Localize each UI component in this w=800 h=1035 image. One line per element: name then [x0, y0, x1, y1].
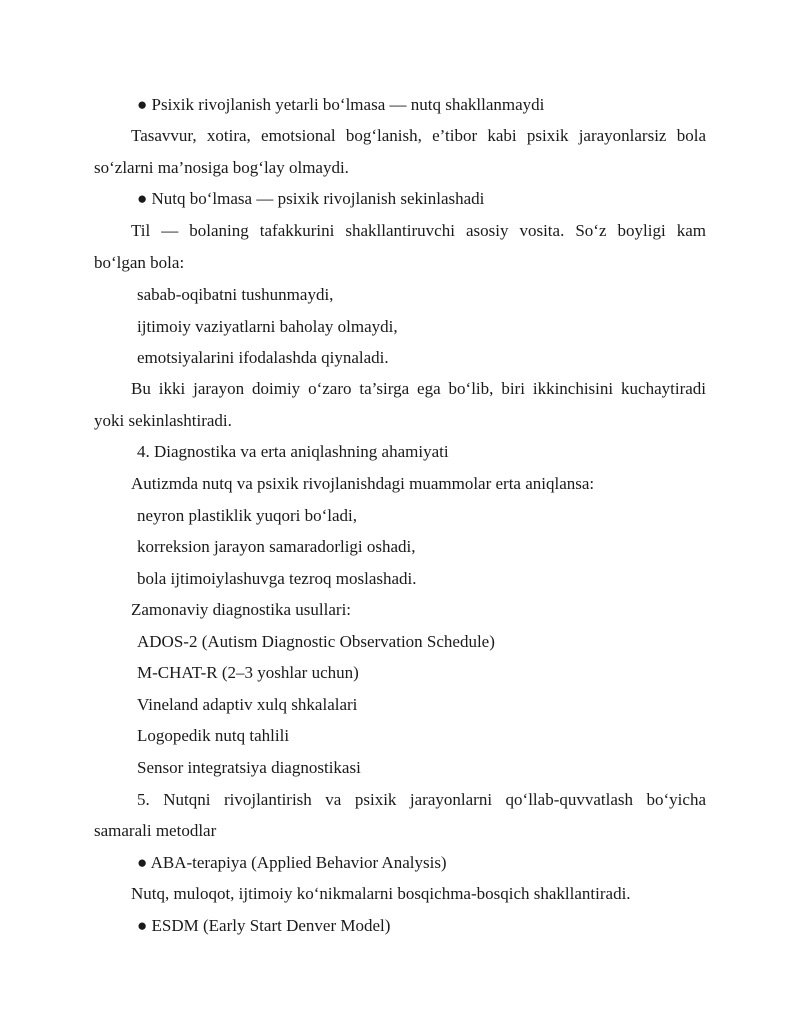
list-item: bola ijtimoiylashuvga tezroq moslashadi. — [137, 569, 417, 588]
paragraph-line: Nutq, muloqot, ijtimoiy ko‘nikmalarni bosqichma-bosqich shakllantiradi. — [131, 884, 631, 903]
section-heading: samarali metodlar — [94, 821, 217, 840]
paragraph-line: Til — bolaning tafakkurini shakllantiruvchi asosiy vosita. So‘z boyligi kam — [131, 221, 706, 240]
bullet-heading: ● Psixik rivojlanish yetarli bo‘lmasa — nutq shakllanmaydi — [137, 95, 545, 114]
paragraph-line: Zamonaviy diagnostika usullari: — [131, 600, 352, 619]
list-item: sabab-oqibatni tushunmaydi, — [137, 285, 334, 304]
list-item: korreksion jarayon samaradorligi oshadi, — [137, 537, 416, 556]
paragraph-line: Autizmda nutq va psixik rivojlanishdagi muammolar erta aniqlansa: — [131, 474, 595, 493]
paragraph-line: yoki sekinlashtiradi. — [94, 411, 232, 430]
bullet-heading: ● Nutq bo‘lmasa — psixik rivojlanish sekinlashadi — [137, 189, 485, 208]
paragraph-line: bo‘lgan bola: — [94, 253, 185, 272]
bullet-heading: ● ESDM (Early Start Denver Model) — [137, 916, 391, 935]
section-heading: 4. Diagnostika va erta aniqlashning ahamiyati — [137, 442, 449, 461]
paragraph-line: Bu ikki jarayon doimiy o‘zaro ta’sirga ega bo‘lib, biri ikkinchisini kuchaytiradi — [131, 379, 706, 398]
paragraph-line: Tasavvur, xotira, emotsional bog‘lanish, e’tibor kabi psixik jarayonlarsiz bola — [131, 126, 706, 145]
list-item: ADOS-2 (Autism Diagnostic Observation Schedule) — [137, 632, 495, 651]
section-heading: 5. Nutqni rivojlantirish va psixik jarayonlarni qo‘llab-quvvatlash bo‘yicha — [137, 790, 706, 809]
list-item: neyron plastiklik yuqori bo‘ladi, — [137, 506, 358, 525]
bullet-heading: ● ABA-terapiya (Applied Behavior Analysis) — [137, 853, 447, 872]
list-item: Sensor integratsiya diagnostikasi — [137, 758, 361, 777]
list-item: ijtimoiy vaziyatlarni baholay olmaydi, — [137, 317, 398, 336]
list-item: emotsiyalarini ifodalashda qiynaladi. — [137, 348, 389, 367]
list-item: Vineland adaptiv xulq shkalalari — [137, 695, 358, 714]
paragraph-line: so‘zlarni ma’nosiga bog‘lay olmaydi. — [94, 158, 349, 177]
list-item: M-CHAT-R (2–3 yoshlar uchun) — [137, 663, 359, 682]
list-item: Logopedik nutq tahlili — [137, 726, 290, 745]
